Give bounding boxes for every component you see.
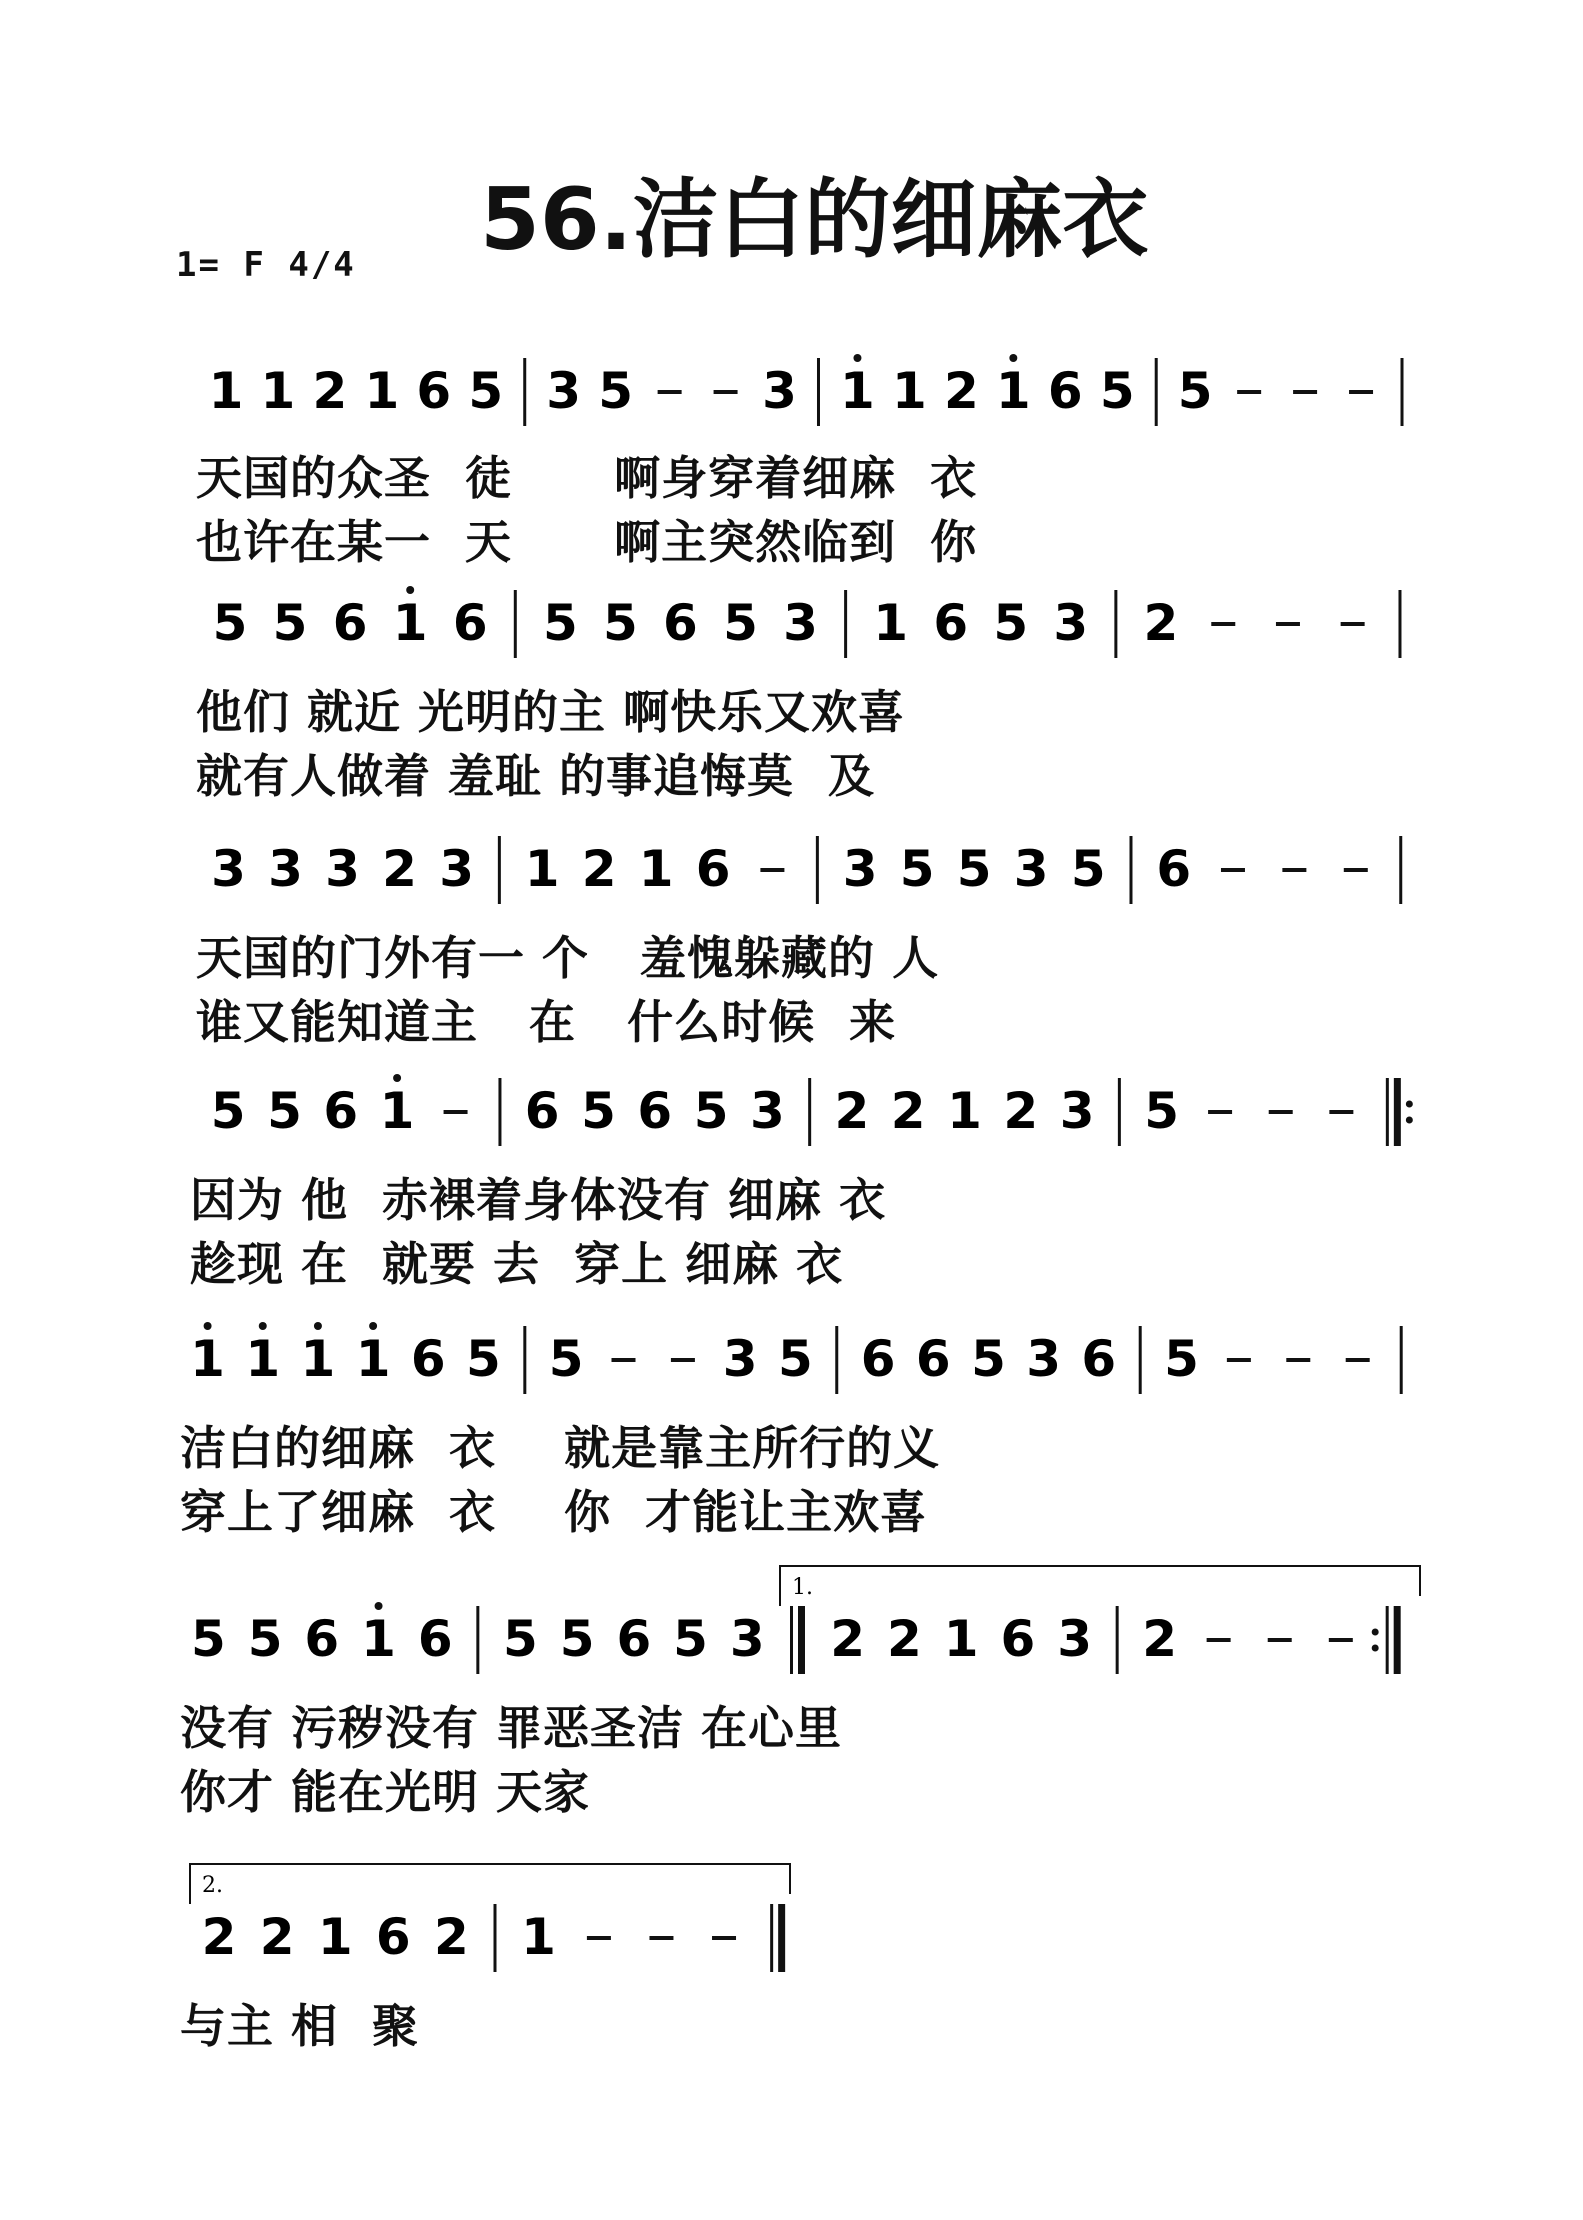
note-3: 3 <box>1026 1330 1062 1388</box>
note-6: 6 <box>417 1610 453 1668</box>
note-6: 6 <box>304 1610 340 1668</box>
note-1: 1 <box>892 362 927 420</box>
volta-bracket <box>780 1566 1420 1606</box>
note-5: 5 <box>777 1330 813 1388</box>
octave-up-dot <box>406 586 414 594</box>
note-3: 3 <box>1013 840 1049 898</box>
note-2: 2 <box>834 1082 870 1140</box>
note-1-high: 1 <box>361 1610 396 1668</box>
note-2: 2 <box>1142 1610 1178 1668</box>
note-1-high: 1 <box>355 1330 391 1388</box>
note-6: 6 <box>332 594 368 652</box>
volta-number: 1. <box>792 1575 813 1600</box>
volta-number: 2. <box>202 1873 223 1898</box>
note-2: 2 <box>830 1610 866 1668</box>
note-6: 6 <box>933 594 969 652</box>
note-1: 1 <box>943 1610 979 1668</box>
octave-up-dot <box>204 1322 212 1330</box>
note-3: 3 <box>546 362 582 420</box>
note-5: 5 <box>210 1082 246 1140</box>
octave-up-dot <box>314 1322 322 1330</box>
note-2: 2 <box>434 1908 469 1966</box>
note-6: 6 <box>1081 1330 1117 1388</box>
repeat-dot <box>1372 1645 1379 1652</box>
lyric-row6-verse1: 没有 污秽没有 罪恶圣洁 在心里 <box>180 1701 843 1755</box>
note-5: 5 <box>267 1082 302 1140</box>
note-5: 5 <box>247 1610 283 1668</box>
note-6: 6 <box>637 1082 673 1140</box>
volta-bracket <box>190 1864 790 1904</box>
note-5: 5 <box>956 840 992 898</box>
note-1-high: 1 <box>840 362 875 420</box>
note-1-high: 1 <box>190 1330 225 1388</box>
note-6: 6 <box>695 840 731 898</box>
key-signature: 1= F 4/4 <box>176 245 356 285</box>
note-5: 5 <box>899 840 935 898</box>
note-5: 5 <box>693 1082 729 1140</box>
repeat-dot <box>1406 1117 1413 1124</box>
note-6: 6 <box>1047 362 1083 420</box>
note-5: 5 <box>548 1330 584 1388</box>
lyric-row4-verse2: 趁现 在 就要 去 穿上 细麻 衣 <box>190 1237 844 1291</box>
note-5: 5 <box>1164 1330 1199 1388</box>
note-2: 2 <box>890 1082 926 1140</box>
note-3: 3 <box>325 840 360 898</box>
note-2: 2 <box>581 840 617 898</box>
octave-up-dot <box>375 1602 383 1610</box>
lyric-row5-verse2: 穿上了细麻 衣 你 才能让主欢喜 <box>180 1485 928 1539</box>
note-6: 6 <box>452 594 488 652</box>
note-5: 5 <box>1144 1082 1180 1140</box>
lyric-row4-verse1: 因为 他 赤裸着身体没有 细麻 衣 <box>190 1173 887 1227</box>
note-6: 6 <box>1156 840 1192 898</box>
lyric-row6-verse2: 你才 能在光明 天家 <box>180 1765 591 1819</box>
octave-up-dot <box>1009 354 1017 362</box>
note-5: 5 <box>466 1330 501 1388</box>
lyric-row5-verse1: 洁白的细麻 衣 就是靠主所行的义 <box>180 1421 941 1475</box>
note-1-high: 1 <box>379 1082 415 1140</box>
note-5: 5 <box>971 1330 1006 1388</box>
note-1: 1 <box>317 1908 353 1966</box>
note-5: 5 <box>581 1082 616 1140</box>
note-5: 5 <box>212 594 248 652</box>
note-1-high: 1 <box>995 362 1031 420</box>
note-3: 3 <box>1053 594 1089 652</box>
repeat-dot <box>1372 1629 1379 1636</box>
lyric-row1-verse1: 天国的众圣 徒 啊身穿着细麻 衣 <box>196 451 978 505</box>
note-2: 2 <box>1003 1082 1039 1140</box>
note-1: 1 <box>638 840 674 898</box>
note-5: 5 <box>993 594 1029 652</box>
note-5: 5 <box>603 594 638 652</box>
note-1: 1 <box>260 362 296 420</box>
repeat-dot <box>1406 1101 1413 1108</box>
note-3: 3 <box>211 840 246 898</box>
note-2: 2 <box>382 840 417 898</box>
note-3: 3 <box>439 840 474 898</box>
note-6: 6 <box>663 594 698 652</box>
note-5: 5 <box>1099 362 1135 420</box>
lyric-row2-verse2: 就有人做着 羞耻 的事追悔莫 及 <box>196 749 876 803</box>
note-5: 5 <box>502 1610 538 1668</box>
lyric-row3-verse2: 谁又能知道主 在 什么时候 来 <box>196 995 897 1049</box>
note-1-high: 1 <box>392 594 428 652</box>
note-2: 2 <box>943 362 979 420</box>
note-3: 3 <box>842 840 878 898</box>
note-5: 5 <box>1177 362 1213 420</box>
note-6: 6 <box>915 1330 951 1388</box>
note-6: 6 <box>416 362 452 420</box>
note-2: 2 <box>259 1908 295 1966</box>
note-5: 5 <box>723 594 758 652</box>
octave-up-dot <box>853 354 861 362</box>
note-5: 5 <box>542 594 578 652</box>
song-title: 56.洁白的细麻衣 <box>480 170 1149 270</box>
note-2: 2 <box>1143 594 1179 652</box>
note-6: 6 <box>323 1082 359 1140</box>
note-5: 5 <box>468 362 504 420</box>
note-1: 1 <box>364 362 400 420</box>
octave-up-dot <box>393 1074 401 1082</box>
note-5: 5 <box>272 594 308 652</box>
note-1-high: 1 <box>245 1330 281 1388</box>
note-3: 3 <box>268 840 303 898</box>
note-1: 1 <box>521 1908 556 1966</box>
note-3: 3 <box>1057 1610 1093 1668</box>
lyric-row7-verse1: 与主 相 聚 <box>180 1999 420 2053</box>
note-3: 3 <box>722 1330 758 1388</box>
note-5: 5 <box>559 1610 595 1668</box>
lyric-row2-verse1: 他们 就近 光明的主 啊快乐又欢喜 <box>196 685 906 739</box>
note-3: 3 <box>1059 1082 1095 1140</box>
note-6: 6 <box>860 1330 896 1388</box>
note-3: 3 <box>783 594 818 652</box>
note-6: 6 <box>375 1908 411 1966</box>
note-3: 3 <box>729 1610 765 1668</box>
note-3: 3 <box>750 1082 785 1140</box>
note-5: 5 <box>673 1610 708 1668</box>
note-1-high: 1 <box>300 1330 336 1388</box>
note-5: 5 <box>1070 840 1106 898</box>
note-2: 2 <box>887 1610 922 1668</box>
note-6: 6 <box>1000 1610 1036 1668</box>
note-2: 2 <box>201 1908 237 1966</box>
note-6: 6 <box>616 1610 652 1668</box>
octave-up-dot <box>259 1322 267 1330</box>
note-3: 3 <box>762 362 797 420</box>
octave-up-dot <box>369 1322 377 1330</box>
note-1: 1 <box>208 362 244 420</box>
note-5: 5 <box>598 362 634 420</box>
note-1: 1 <box>873 594 909 652</box>
note-6: 6 <box>410 1330 446 1388</box>
note-6: 6 <box>524 1082 560 1140</box>
lyric-row1-verse2: 也许在某一 天 啊主突然临到 你 <box>196 515 978 569</box>
note-1: 1 <box>524 840 560 898</box>
lyric-row3-verse1: 天国的门外有一 个 羞愧躲藏的 人 <box>196 931 940 985</box>
note-1: 1 <box>947 1082 982 1140</box>
note-5: 5 <box>190 1610 226 1668</box>
note-2: 2 <box>312 362 348 420</box>
